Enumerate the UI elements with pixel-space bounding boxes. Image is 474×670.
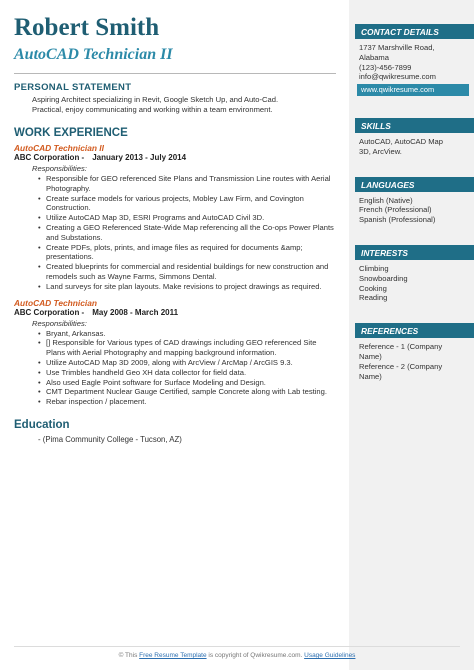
responsibilities-list [14,329,336,407]
list-item: • Bryant, Arkansas. [38,329,336,339]
education-heading: Education [14,418,70,431]
usage-guidelines-link[interactable]: Usage Guidelines [304,652,356,659]
list-item: • Created blueprints for commercial and residential buildings for new construction and remodels such as Wayne Farms, Simmons Dental. [38,262,336,282]
interests-heading: INTERESTS [355,245,474,260]
free-resume-template-link[interactable]: Free Resume Template [139,652,207,659]
personal-statement-text [14,95,336,115]
responsibilities-label: Responsibilities: [32,318,87,328]
list-item: Cooking [359,283,387,293]
contact-details [357,39,466,96]
job-title: AutoCAD Technician [14,297,97,308]
personal-statement-section [14,82,336,115]
skills-heading: SKILLS [355,118,474,133]
job-company-dates [14,153,336,163]
references-list [357,338,466,381]
interests-section [349,245,474,303]
contact-heading: CONTACT DETAILS [355,24,474,39]
list-item: Spanish (Professional) [359,215,436,225]
sidebar [349,0,474,670]
skills-text [357,133,466,157]
address-line: Alabama [359,52,389,62]
list-item: • Utilize AutoCAD Map 3D, ESRI Programs and AutoCAD Civil 3D. [38,213,336,223]
job-company-dates [14,308,336,318]
job-title: AutoCAD Technician II [14,143,104,153]
list-item: • Responsible for GEO referenced Site Plans and Transmission Line routes with Aerial Photography. [38,174,336,194]
footer-middle: is copyright of Qwikresume.com. [208,652,303,659]
skills-section [349,118,474,157]
languages-heading: LANGUAGES [355,177,474,192]
list-item: • Create PDFs, plots, prints, and image files as required for documents &amp; presentations. [38,243,336,263]
list-item: Snowboarding [359,273,408,283]
skills-line: AutoCAD, AutoCAD Map [359,136,443,146]
header-divider [14,73,336,74]
personal-statement-line: Practical, enjoy communicating and working within a team environment. [32,105,273,114]
languages-section [349,177,474,225]
languages-list [357,192,466,225]
references-section [349,323,474,381]
list-item: Reference - 1 (Company [359,342,443,352]
job-dates: May 2008 - March 2011 [92,307,179,317]
footer [0,652,474,659]
contact-section [349,0,474,96]
list-item: Reference - 2 (Company [359,361,443,371]
list-item: Name) [359,351,382,361]
interests-list [357,260,466,303]
list-item: French (Professional) [359,205,432,215]
list-item: • Land surveys for site plan layouts. Make revisions to project drawings as required. [38,282,336,292]
list-item: Climbing [359,263,389,273]
job-company: ABC Corporation - [14,153,85,162]
job-company: ABC Corporation - [14,307,85,317]
references-heading: REFERENCES [355,323,474,338]
list-item: • Utilize AutoCAD Map 3D 2009, along with ArcView / ArcMap / ArcGIS 9.3. [38,358,336,368]
job-entry [14,143,336,292]
address-line: 1737 Marshville Road, [359,43,435,52]
skills-line: 3D, ArcView. [359,146,402,156]
education-entry: - (Pima Community College - Tucson, AZ) [38,434,182,444]
candidate-name: Robert Smith [14,14,160,41]
phone-number: (123)-456-7899 [359,62,412,72]
list-item: • Rebar inspection / placement. [38,397,336,407]
main-column [14,14,336,444]
list-item: • Also used Eagle Point software for Surface Modeling and Design. [38,378,336,388]
personal-statement-heading: PERSONAL STATEMENT [14,82,132,93]
job-dates: January 2013 - July 2014 [92,153,187,162]
list-item: • [] Responsible for Various types of CAD drawings including GEO referenced Site Plans with Aerial Photography and mapping background information. [38,338,336,358]
candidate-title: AutoCAD Technician II [14,46,173,63]
list-item: English (Native) [359,195,413,205]
footer-divider [14,646,460,647]
list-item: • Create surface models for various projects, Mobley Law Firm, and Covington Construction. [38,194,336,214]
education-section [14,419,336,444]
website-link[interactable]: www.qwikresume.com [357,84,469,96]
list-item: Reading [359,293,388,303]
personal-statement-line: Aspiring Architect specializing in Revit, Google Sketch Up, and Auto-Cad. [32,95,279,104]
email-address[interactable]: info@qwikresume.com [359,72,436,82]
list-item: • Use Trimbles handheld Geo XH data collector for field data. [38,368,336,378]
job-entry [14,298,336,407]
footer-prefix: © This [118,652,138,659]
responsibilities-list [14,174,336,292]
work-experience-section [14,127,336,407]
responsibilities-label: Responsibilities: [32,164,87,173]
list-item: • CMT Department Nuclear Gauge Certified, sample Concrete along with Lab testing. [38,387,336,397]
work-experience-heading: WORK EXPERIENCE [14,127,128,139]
list-item: • Creating a GEO Referenced State-Wide Map referencing all the Co-ops Power Plants and Substations. [38,223,336,243]
list-item: Name) [359,371,382,381]
